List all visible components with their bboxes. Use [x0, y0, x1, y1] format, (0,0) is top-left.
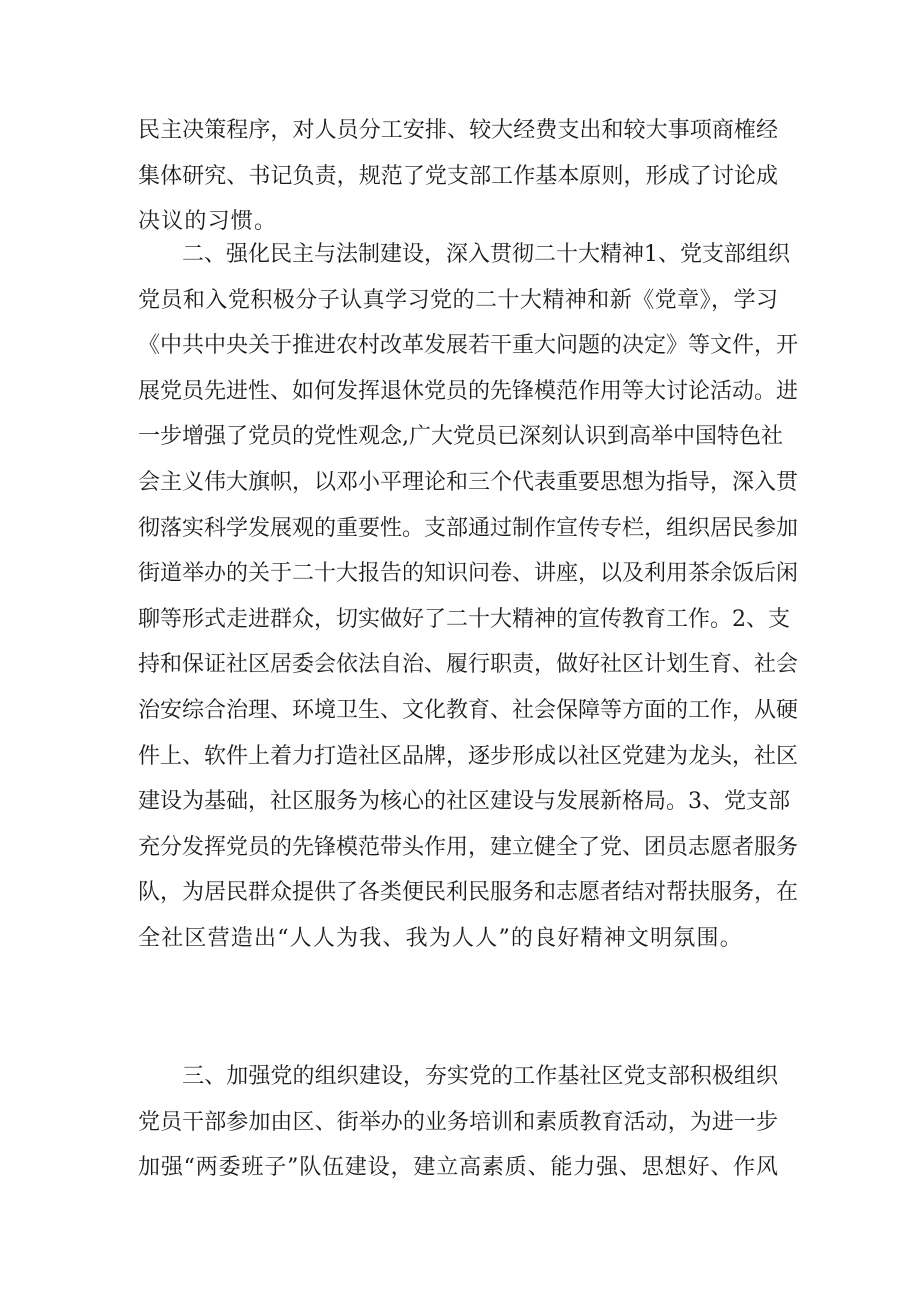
- text-line: 全社区营造出“人人为我、我为人人”的良好精神文明氛围。: [138, 925, 743, 951]
- text-line: 持和保证社区居委会依法自治、履行职责，做好社区计划生育、社会: [138, 652, 799, 678]
- text-line: 充分发挥党员的先锋模范带头作用，建立健全了党、团员志愿者服务: [138, 834, 799, 860]
- text-line: 二、强化民主与法制建设，深入贯彻二十大精神1、党支部组织: [138, 242, 790, 267]
- text-line: 决议的习惯。: [138, 209, 278, 235]
- text-line: 彻落实科学发展观的重要性。支部通过制作宣传专栏，组织居民参加: [138, 515, 799, 541]
- text-line: 党员和入党积极分子认真学习党的二十大精神和新《党章》，学习: [138, 287, 778, 313]
- text-line: 件上、软件上着力打造社区品牌，逐步形成以社区党建为龙头，社区: [138, 743, 799, 769]
- text-line: 《中共中央关于推进农村改革发展若干重大问题的决定》等文件，开: [138, 333, 799, 359]
- text-line: 一步增强了党员的党性观念,广大党员已深刻认识到高举中国特色社: [138, 424, 783, 450]
- text-line: 展党员先进性、如何发挥退休党员的先锋模范作用等大讨论活动。进: [138, 378, 799, 404]
- paragraph-2: [138, 232, 799, 962]
- text-line: 民主决策程序，对人员分工安排、较大经费支出和较大事项商榷经: [138, 118, 778, 143]
- text-line: 集体研究、书记负责，规范了党支部工作基本原则，形成了讨论成: [138, 163, 778, 189]
- text-line: 队，为居民群众提供了各类便民利民服务和志愿者结对帮扶服务，在: [138, 880, 799, 906]
- paragraph-3: [138, 1054, 778, 1191]
- text-line: 街道举办的关于二十大报告的知识问卷、讲座，以及利用茶余饭后闲: [138, 561, 799, 587]
- text-line: 党员干部参加由区、街举办的业务培训和素质教育活动，为进一步: [138, 1109, 778, 1135]
- text-line: 加强“两委班子”队伍建设，建立高素质、能力强、思想好、作风: [138, 1155, 778, 1181]
- text-line: 治安综合治理、环境卫生、文化教育、社会保障等方面的工作，从硬: [138, 697, 799, 723]
- text-line: 三、加强党的组织建设，夯实党的工作基社区党支部积极组织: [138, 1064, 778, 1089]
- text-line: 聊等形式走进群众，切实做好了二十大精神的宣传教育工作。2、支: [138, 606, 790, 632]
- text-line: 建设为基础，社区服务为核心的社区建设与发展新格局。3、党支部: [138, 789, 790, 815]
- text-line: 会主义伟大旗帜，以邓小平理论和三个代表重要思想为指导，深入贯: [138, 469, 799, 495]
- paragraph-1: [138, 108, 778, 245]
